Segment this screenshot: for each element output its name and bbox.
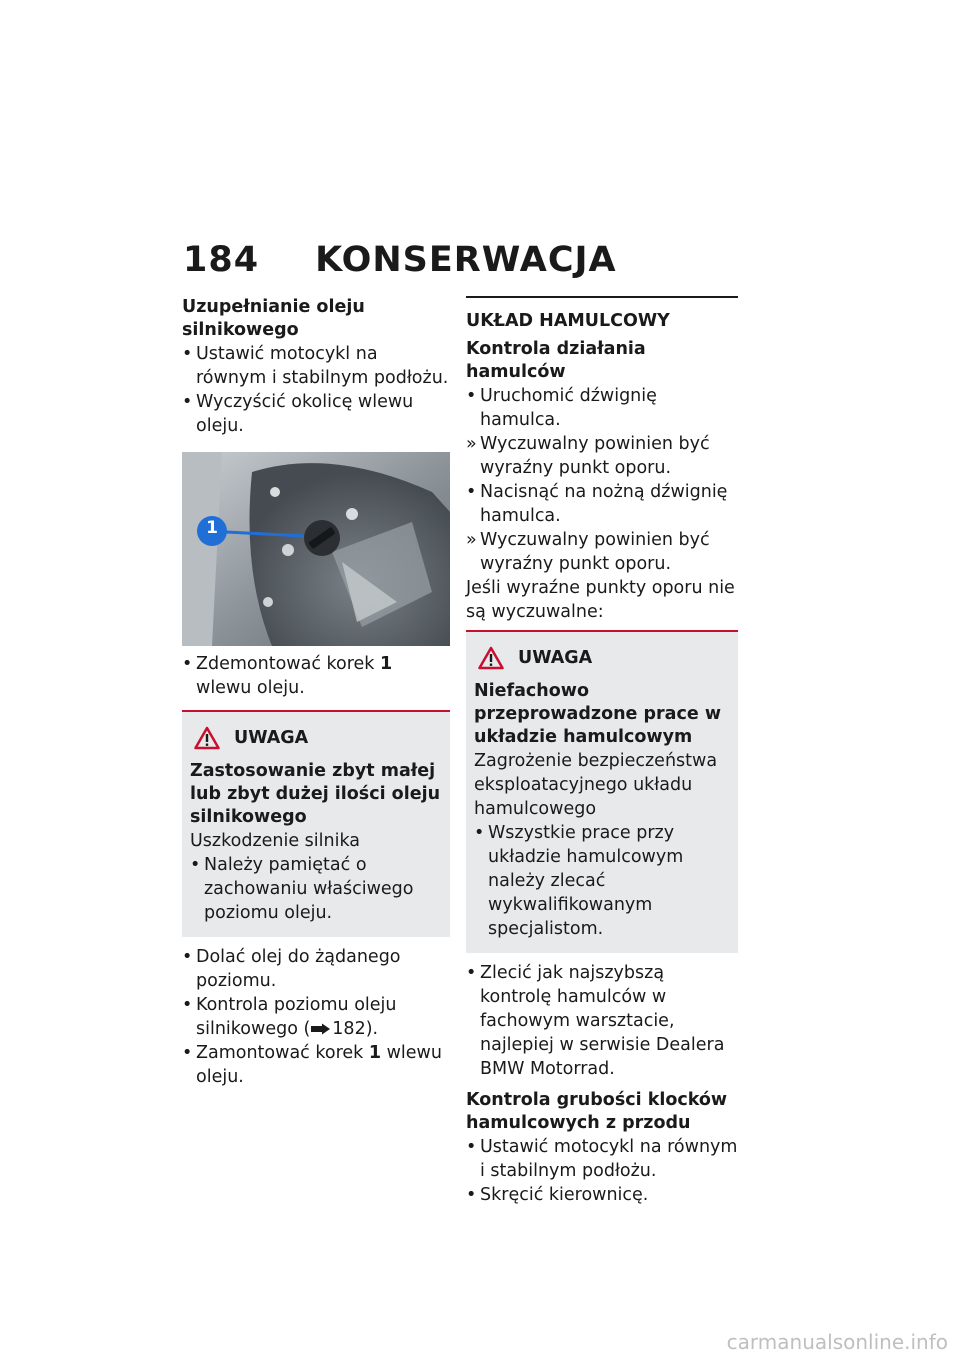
brake-check-heading: Kontrola działania hamulców <box>466 339 646 382</box>
bullet-marker: • <box>182 344 193 364</box>
right-column <box>466 296 738 1207</box>
list-item <box>182 945 450 993</box>
result-marker: » <box>466 530 477 550</box>
text-part: Kontrola poziomu oleju silnikowego ( <box>196 995 397 1039</box>
bullet-marker: • <box>182 654 193 674</box>
bullet-marker: • <box>466 1185 477 1205</box>
warning-label: UWAGA <box>518 648 593 668</box>
list-item <box>466 1183 738 1207</box>
list-item <box>182 652 450 700</box>
page-reference[interactable]: 182 <box>332 1019 366 1039</box>
chapter-title: KONSERWACJA <box>315 240 617 280</box>
list-item <box>466 961 738 1081</box>
list-item <box>466 480 738 528</box>
result-item <box>466 432 738 480</box>
bullet-marker: • <box>474 823 485 843</box>
list-item-text: Zlecić jak najszybszą kontrolę hamulców w fachowym warsztacie, najlepiej w serwisie Dealera BMW Motorrad. <box>480 963 725 1079</box>
list-item <box>182 1041 450 1089</box>
bullet-marker: • <box>466 1137 477 1157</box>
warning-header <box>478 646 732 670</box>
list-item-text: Nacisnąć na nożną dźwignię hamulca. <box>480 482 728 526</box>
warning-consequence: Uszkodzenie silnika <box>190 831 361 851</box>
list-item-text <box>196 652 450 700</box>
oil-refill-heading: Uzupełnianie oleju silnikowego <box>182 297 365 340</box>
text-part: Zdemontować korek <box>196 654 380 674</box>
callout-ref: 1 <box>368 1043 382 1063</box>
warning-box <box>466 630 738 953</box>
oil-filler-illustration <box>182 452 450 646</box>
list-item <box>466 384 738 432</box>
list-item <box>182 390 450 438</box>
warning-header <box>194 726 444 750</box>
result-item-text: Wyczuwalny powinien być wyraźny punkt oporu. <box>480 434 710 478</box>
warning-box <box>182 710 450 937</box>
bullet-marker: • <box>182 995 193 1015</box>
warning-item <box>474 821 732 941</box>
result-item <box>466 528 738 576</box>
warning-consequence: Zagrożenie bezpieczeństwa eksploatacyjnego układu hamulcowego <box>474 751 718 819</box>
list-item-text: Uruchomić dźwignię hamulca. <box>480 386 657 430</box>
warning-triangle-icon <box>194 726 220 750</box>
warning-label: UWAGA <box>234 728 309 748</box>
warning-item-text: Wszystkie prace przy układzie hamulcowym należy zlecać wykwalifikowanym specjalistom. <box>488 823 684 939</box>
list-item-text: Skręcić kierownicę. <box>480 1185 649 1205</box>
bullet-marker: • <box>182 1043 193 1063</box>
text-part: ). <box>365 1019 379 1039</box>
callout-ref: 1 <box>380 654 393 674</box>
result-marker: » <box>466 434 477 454</box>
callout-number: 1 <box>206 518 218 538</box>
warning-title: Niefachowo przeprowadzone prace w układzie hamulcowym <box>474 681 721 747</box>
warning-triangle-icon <box>478 646 504 670</box>
left-column <box>182 296 450 1089</box>
page-header <box>183 240 617 280</box>
text-part: wlewu oleju. <box>196 678 305 698</box>
bullet-marker: • <box>182 392 193 412</box>
page-number: 184 <box>183 240 260 280</box>
list-item <box>182 342 450 390</box>
condition-text: Jeśli wyraźne punkty oporu nie są wyczuwalne: <box>466 578 735 622</box>
bullet-marker: • <box>466 386 477 406</box>
warning-item <box>190 853 444 925</box>
section-rule <box>466 296 738 298</box>
list-item-text: Dolać olej do żądanego poziomu. <box>196 947 401 991</box>
bullet-marker: • <box>190 855 201 875</box>
list-item-text: Ustawić motocykl na równym i stabilnym podłożu. <box>480 1137 738 1181</box>
warning-item-text: Należy pamiętać o zachowaniu właściwego poziomu oleju. <box>204 855 414 923</box>
oil-filler-photo <box>182 452 450 646</box>
section-title: UKŁAD HAMULCOWY <box>466 311 670 331</box>
watermark-text: carmanualsonline.info <box>726 1330 948 1354</box>
result-item-text: Wyczuwalny powinien być wyraźny punkt oporu. <box>480 530 710 574</box>
brake-pad-heading: Kontrola grubości klocków hamulcowych z przodu <box>466 1090 728 1133</box>
list-item <box>466 1135 738 1183</box>
list-item-text: Wyczyścić okolicę wlewu oleju. <box>196 392 414 436</box>
warning-title: Zastosowanie zbyt małej lub zbyt dużej ilości oleju silnikowego <box>190 761 441 827</box>
bullet-marker: • <box>466 482 477 502</box>
list-item-text: Ustawić motocykl na równym i stabilnym podłożu. <box>196 344 449 388</box>
list-item-text <box>196 1041 450 1089</box>
list-item-text <box>196 993 450 1041</box>
list-item <box>182 993 450 1041</box>
page-reference-arrow-icon <box>310 1023 332 1035</box>
bullet-marker: • <box>182 947 193 967</box>
text-part: Zamontować korek <box>196 1043 369 1063</box>
bullet-marker: • <box>466 963 477 983</box>
text-part: wlewu oleju. <box>196 1043 442 1087</box>
